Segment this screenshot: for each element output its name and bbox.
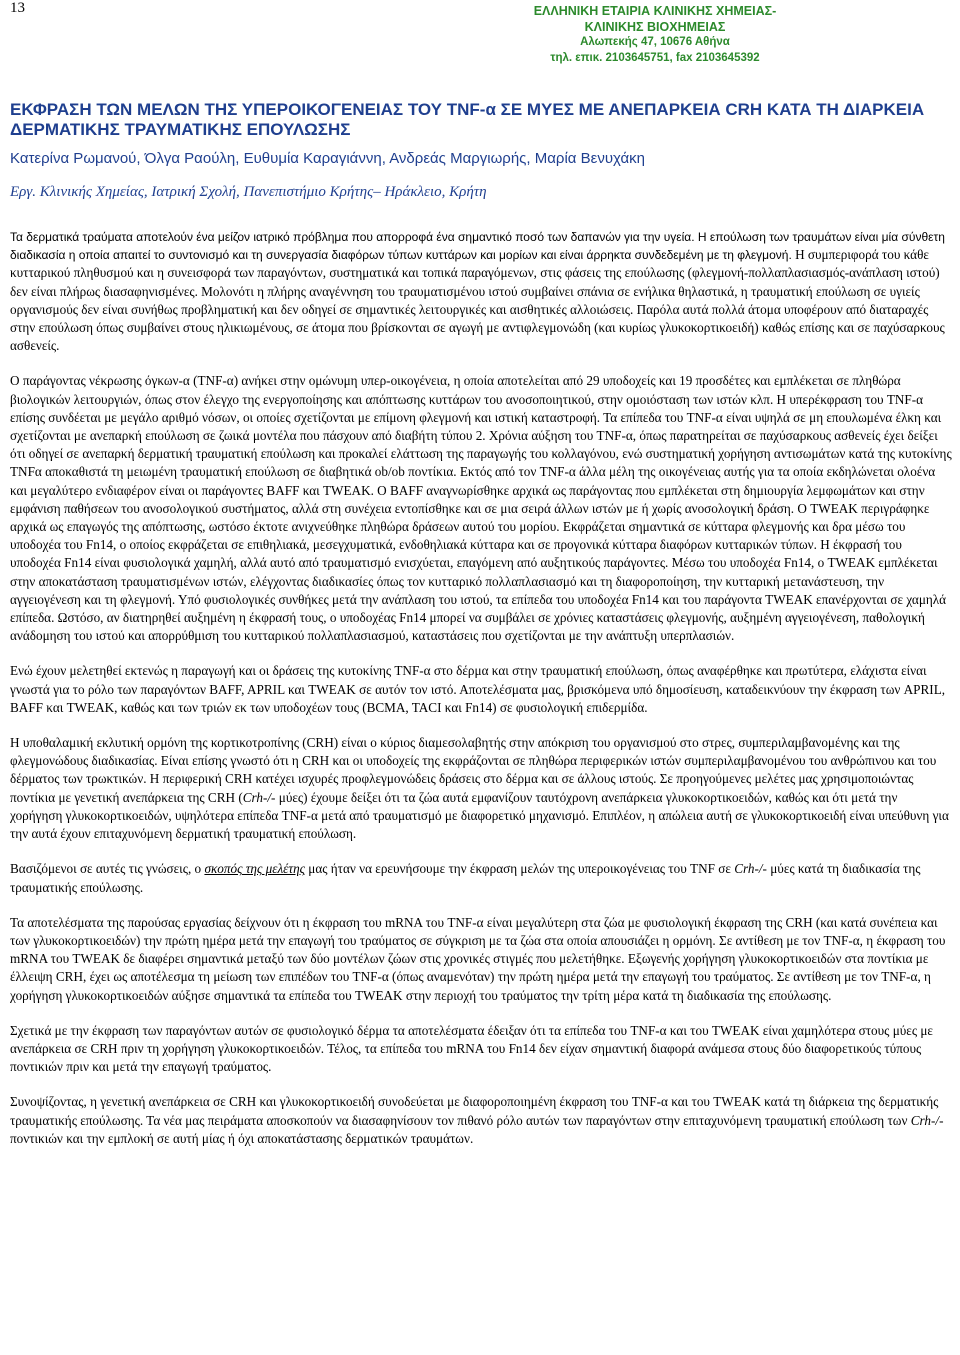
authors: Κατερίνα Ρωμανού, Όλγα Ραούλη, Ευθυμία Καραγιάννη, Ανδρεάς Μαργιωρής, Μαρία Βενυχάκη — [10, 150, 646, 167]
affiliation: Εργ. Κλινικής Χημείας, Ιατρική Σχολή, Πανεπιστήμιο Κρήτης– Ηράκλειο, Κρήτη — [10, 184, 487, 200]
society-phone: τηλ. επικ. 2103645751, fax 2103645392 — [550, 51, 760, 64]
aim-of-study-phrase: σκοπός της μελέτης — [204, 861, 305, 877]
society-name-line1: ΕΛΛΗΝΙΚΗ ΕΤΑΙΡΙΑ ΚΛΙΝΙΚΗΣ ΧΗΜΕΙΑΣ- — [533, 4, 777, 18]
crh-text-b: μύες) έχουμε δείξει ότι τα ζώα αυτά εμφανίζουν ταυτόχρονη ανεπάρκεια γλυκοκορτικοειδών, καθώς και ότι μετά την χορήγηση γλυκοκορτικοειδών, υψηλότερα επίπεδα TNF-α μετά από τραυματισμό με διαφορετικό μηχανισμό. Επιπλέον, η απώλεια αυτή σε γλυκοκορτικοειδή είναι υπεύθυνη για την αυτά έχουν επιταχυνόμενη δερματική τραυματική επούλωση. — [10, 789, 949, 842]
paragraph-conclusion — [10, 1093, 952, 1148]
paragraph-tnf-family: Ο παράγοντας νέκρωσης όγκων-α (TNF-α) ανήκει στην ομώνυμη υπερ-οικογένεια, η οποία αποτελείται από 29 υποδοχείς και 19 προσδέτες και εμπλέκεται σε πληθώρα βιολογικών λειτουργιών, όπως στον έλεγχο της ενεργοποίησης και απόπτωσης κυττάρων του ανοσοποιητικού, στην ομοιόσταση των ιστών κλπ. Η υπερέκφραση του TNF-α επίσης συνδέεται με μεγάλο αριθμό νόσων, οι οποίες σχετίζονται με επίμονη φλεγμονή και ιστική καταστροφή. Τα επίπεδα του TNF-α είναι υψηλά σε μη επουλωμένα έλκη και σχετίζονται με ανεπαρκή επούλωση σε ζωικά μοντέλα που πάσχουν από διαβήτη τύπου 2. Χρόνια αύξηση του TNF-α, όπως παρατηρείται σε παχύσαρκους ασθενείς έχει δείξει ότι οδηγεί σε ανεπαρκή δερματική τραυματική επούλωση και προκαλεί ελάττωση της παραγωγής του κολλαγόνου, ενώ συστηματική χορήγηση αντισωμάτων κατά της κυτοκίνης TNFα αποκαθιστά τη μειωμένη τραυματική επούλωση σε διαβητικά ob/ob ποντίκια. Εκτός από τον TNF-α άλλα μέλη της οικογένειας αυτής για τα οποία εκδηλώνεται ολοένα και μεγαλύτερο ενδιαφέρον είναι οι παράγοντες BAFF και TWEAK. Ο BAFF αναγνωρίσθηκε αρχικά ως παράγοντας που εμπλέκεται στη δημιουργία λεμφωμάτων και στην εμφάνιση παθήσεων του ανοσολογικού συστήματος, αλλά στη συνέχεια εντοπίσθηκε και σε μια σειρά άλλων ιστών με ή χωρίς ανοσολογική δράση. Ο TWEAK περιγράφηκε αρχικά ως επαγωγός της απόπτωσης, ωστόσο έκτοτε ανιχνεύθηκε πληθώρα δράσεων αυτού του μορίου. Εκφράζεται σημαντικά σε κύτταρα φλεγμονής και δρα μέσω του υποδοχέα του Fn14, ο οποίος εκφράζεται σε επιθηλιακά, μεσεγχυματικά, ενδοθηλιακά κύτταρα και σε προγονικά κύτταρα διαφόρων κυτταρικών τύπων. Η έκφρασή του υποδοχέα Fn14 είναι φυσιολογικά χαμηλή, αλλά αυτό από τραυματισμό ενισχύεται, επαγόμενη από αυξητικούς παράγοντες. Μέσω του υποδοχέα Fn14, ο TWEAK εμπλέκεται στην αποκατάσταση τραυματισμένων ιστών, ελέγχοντας διαδικασίες όπως τον κυτταρικό πολλαπλασιασμό και τη διαφοροποίηση, την κυτταρική μετανάστευση, την αγγειογένεση και τη φλεγμονή. Υπό φυσιολογικές συνθήκες μετά την ανάπλαση του ιστού, τα επίπεδα του υποδοχέα Fn14 και του παράγοντα TWEAK επανέρχονται σε χαμηλά επίπεδα. Ωστόσο, αν διατηρηθεί αυξημένη η έκφρασή τους, ο υποδοχέας Fn14 μπορεί να συμβάλει σε χρόνιες καταστάσεις φλεγμονής, αυξημένη αγγειογένεση, παθολογική ανάδομηση του ιστού και απορρύθμιση του κυτταρικού πολλαπλασιασμού, καταστάσεις που σχετίζονται με την ανάπτυξη υπερπλασιών. — [10, 373, 952, 644]
aim-text-c: μύες κατά τη διαδικασία της τραυματικής επούλωσης. — [10, 861, 921, 895]
conclusion-crh-term: Crh-/- — [910, 1112, 944, 1128]
society-address: Αλωπεκής 47, 10676 Αθήνα — [580, 36, 730, 48]
paragraph-introduction — [10, 228, 952, 355]
paragraph-crh — [10, 734, 952, 843]
paragraph-baff-april-tweak: Ενώ έχουν μελετηθεί εκτενώς η παραγωγή και οι δράσεις της κυτοκίνης TNF-α στο δέρμα και στην τραυματική επούλωση, όπως αναφέρθηκε και πρωτύτερα, ελάχιστα είναι γνωστά για το ρόλο των παραγόντων BAFF, APRIL και TWEAK σε αυτόν τον ιστό. Αποτελέσματα μας, βρισκόμενα υπό δημοσίευση, καταδεικνύουν την έκφραση των APRIL, BAFF και TWEAK, καθώς και των τριών εκ των υποδοχέων τους (BCMA, TACI και Fn14) σε φυσιολογική επιδερμίδα. — [10, 663, 946, 715]
body-text — [10, 228, 952, 1165]
article-title: ΕΚΦΡΑΣΗ ΤΩΝ ΜΕΛΩΝ ΤΗΣ ΥΠΕΡΟΙΚΟΓΕΝΕΙΑΣ ΤΟΥ TNF-α ΣΕ ΜΥΕΣ ΜΕ ΑΝΕΠΑΡΚΕΙΑ CRH ΚΑΤΑ ΤΗ ΔΙΑΡΚΕΙΑ ΔΕΡΜΑΤΙΚΗΣ ΤΡΑΥΜΑΤΙΚΗΣ ΕΠΟΥΛΩΣΗΣ — [10, 100, 925, 139]
page-number: 13 — [10, 0, 25, 16]
society-name-line2: ΚΛΙΝΙΚΗΣ ΒΙΟΧΗΜΕΙΑΣ — [584, 19, 726, 34]
paragraph-results: Τα αποτελέσματα της παρούσας εργασίας δείχνουν ότι η έκφραση του mRNA του TNF-α είναι μεγαλύτερη στα ζώα με φυσιολογική έκφραση της CRH (και κατά συνέπεια και των γλυκοκορτικοειδών) την πρώτη ημέρα μετά την επαγωγή του τραύματος σε σύγκριση με τα ζώα στα οποία απουσιάζει η ορμόνη. Σε αντίθεση με τον TNF-α, η έκφραση του mRNA του TWEAK δε διαφέρει σημαντικά μεταξύ των δύο μοντέλων ζώων στις χρονικές στιγμές που μελετήθηκε. Εξωγενής χορήγηση γλυκοκορτικοειδών στα ποντίκια με έλλειψη CRH, έχει ως αποτέλεσμα τη μείωση των επιπέδων του TNF-α (όπως αναμενόταν) την πρώτη ημέρα μετά την επαγωγή του τραύματος. Σε αντίθεση με τον TNF-α, η χορήγηση γλυκοκορτικοειδών αύξησε σημαντικά τα επίπεδα του TWEAK στην περιοχή του τραύματος την τρίτη μέρα κατά τη διαδικασία της επούλωσης. — [10, 914, 946, 1003]
aim-crh-term: Crh-/- — [734, 861, 767, 877]
crh-text-a: Η υποθαλαμική εκλυτική ορμόνη της κορτικοτροπίνης (CRH) είναι ο κύριος διαμεσολαβητής στην απόκριση του οργανισμού στο στρες, συμπεριλαμβανομένης και της φλεγμονώδους διαδικασίας. Είναι επίσης γνωστό ότι η CRH και οι υποδοχείς της εκφράζονται σε πληθώρα περιφερικών ιστών συμπεριλαμβανομένου του ανθρώπινου και του δέρματος των τρωκτικών. Η περιφερική CRH κατέχει ισχυρές προφλεγμονώδεις δράσεις στο δέρμα και σε άλλους ιστούς. Σε προηγούμενες μελέτες μας χρησιμοποιώντας ποντίκια με γενετική ανεπάρκεια της CRH ( — [10, 735, 937, 805]
intro-continuation: Η συμπεριφορά του κάθε κυτταρικού πληθυσμού και η συνεισφορά των παραγόντων, συστηματικά και τοπικά παραγόμενων, στις φάσεις της επούλωσης (φλεγμονή-πολλαπλασιασμός-ανάπλαση ιστού) δεν είναι πλήρως διασαφηνισμένες. Μολονότι η πλήρης αναγέννηση του τραυματισμένου ιστού συμβαίνει σπάνια σε ενήλικα θηλαστικά, η τραυματική επούλωση σε υγιείς οργανισμούς δεν είναι συνήθως προβληματική και δεν οδηγεί σε σημαντικές λειτουργικές και αισθητικές αλλοιώσεις. Παρόλα αυτά πολλά άτομα υποφέρουν από διαταραχές στην επούλωση όπως συμβαίνει στους ηλικιωμένους, σε άτομα που βρίσκονται σε αγωγή με αντιφλεγμονώδη (και κυρίως γλυκοκορτικοειδή) καθώς επίσης και σε παχύσαρκους ασθενείς. — [10, 247, 945, 354]
crh-knockout-term: Crh-/- — [242, 789, 276, 805]
aim-text-b: μας ήταν να ερευνήσουμε την έκφραση μελών της υπεροικογένειας του TNF σε — [304, 861, 735, 877]
paragraph-aim — [10, 860, 952, 896]
conclusion-text-a: Συνοψίζοντας, η γενετική ανεπάρκεια σε CRH και γλυκοκορτικοειδή συνοδεύεται με διαφοροποιημένη έκφραση του TNF-α και του TWEAK κατά τη διάρκεια της δερματικής τραυματικής επούλωσης. Τα νέα μας πειράματα αποσκοπούν να διασαφηνίσουν τον πιθανό ρόλο αυτών των παραγόντων στην επιταχυνόμενη τραυματική επούλωση των — [10, 1094, 939, 1128]
aim-text-a: Βασιζόμενοι σε αυτές τις γνώσεις, ο — [10, 861, 205, 877]
intro-sentence: Τα δερματικά τραύματα αποτελούν ένα μείζον ιατρικό πρόβλημα που απορροφά ένα σημαντικό ποσό των δαπανών για την υγεία. Η επούλωση των τραυμάτων είναι μία σύνθετη διαδικασία η οποία απαιτεί το συντονισμό και τη συνεργασία διαφόρων τύπων κυττάρων και μορίων και είναι άρρηκτα συνδεδεμένη με τη φλεγμονή. — [10, 230, 945, 263]
conclusion-text-b: ποντικιών και την εμπλοκή σε αυτή μίας ή όχι αποκατάστασης δερματικών τραυμάτων. — [10, 1130, 474, 1146]
society-header — [510, 4, 800, 66]
paragraph-normal-skin: Σχετικά με την έκφραση των παραγόντων αυτών σε φυσιολογικό δέρμα τα αποτελέσματα έδειξαν ότι τα επίπεδα του TNF-α και του TWEAK είναι χαμηλότερα στους μύες με ανεπάρκεια σε CRH πριν τη χορήγηση γλυκοκορτικοειδών. Τέλος, τα επίπεδα του mRNA του Fn14 δεν είχαν σημαντική διαφορά ανάμεσα στους δύο διαφορετικούς τύπους ποντικιών πριν και μετά την επαγωγή τραύματος. — [10, 1022, 933, 1075]
